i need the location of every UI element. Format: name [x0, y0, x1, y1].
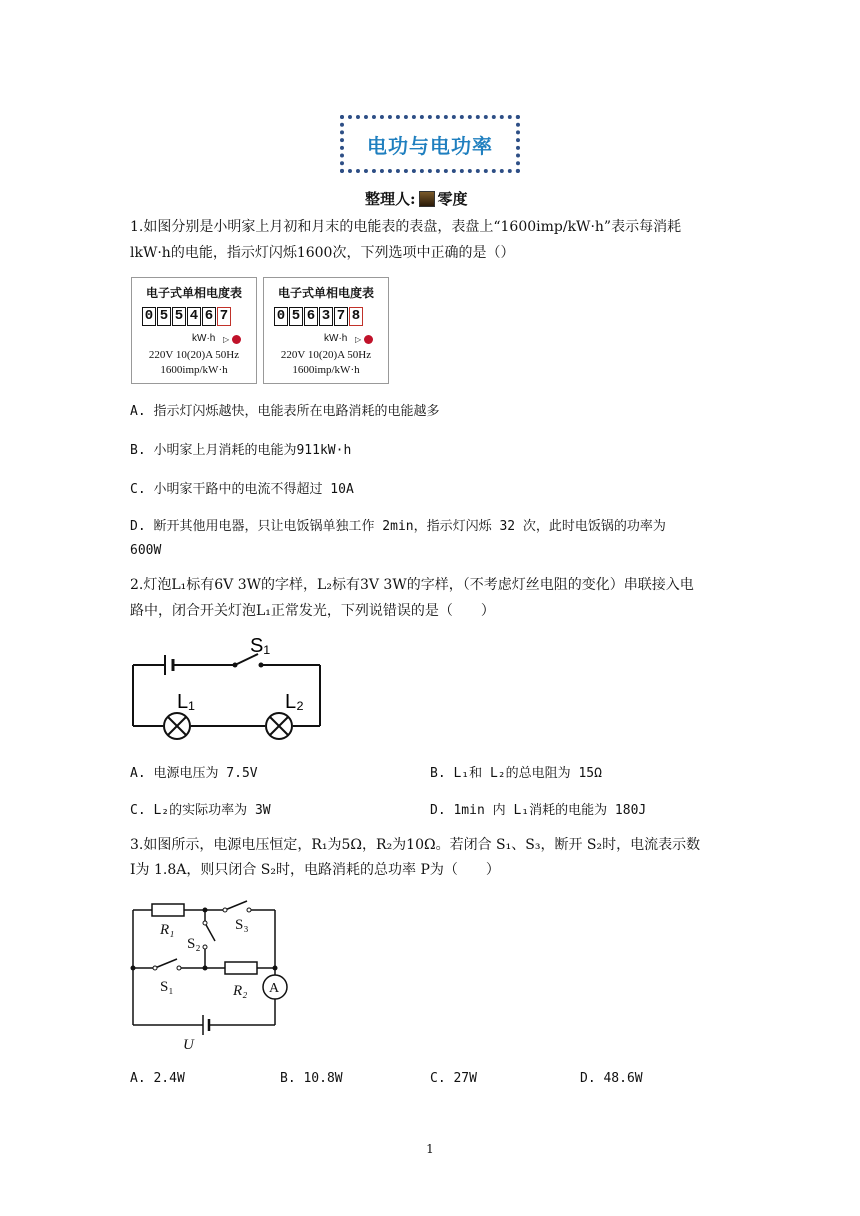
s2-label: S₂ — [187, 936, 201, 952]
indicator-arrow-icon: ▷ — [223, 335, 230, 344]
page-number: 1 — [426, 1142, 434, 1156]
q2-option-a: A. 电源电压为 7.5V — [130, 766, 258, 781]
ammeter-label: A — [269, 981, 280, 996]
q1-stem-line2: lkW·h的电能，指示灯闪烁1600次，下列选项中正确的是（） — [130, 245, 515, 261]
u-label: U — [183, 1037, 194, 1053]
s3-label: S₃ — [235, 917, 249, 933]
q1-option-a: A. 指示灯闪烁越快，电能表所在电路消耗的电能越多 — [130, 404, 440, 419]
q1-option-b: B. 小明家上月消耗的电能为911kW·h — [130, 443, 352, 458]
q2-circuit-diagram — [125, 630, 335, 745]
meter-title: 电子式单相电度表 — [145, 286, 242, 300]
switch-label: S₁ — [250, 635, 271, 657]
meter-digit: 0 — [274, 307, 288, 326]
lamp-label: L₁ — [177, 691, 195, 713]
q1-option-d-line2: 600W — [130, 543, 162, 558]
meter-unit: kW·h — [192, 333, 216, 344]
indicator-arrow-icon: ▷ — [355, 335, 362, 344]
meter-digit-decimal: 8 — [349, 307, 363, 326]
organizer-line — [365, 188, 468, 209]
meter-digit: 5 — [172, 307, 186, 326]
q3-option-a: A. 2.4W — [130, 1071, 185, 1086]
meter-digit: 3 — [319, 307, 333, 326]
meter-digits — [142, 307, 232, 326]
r1-label: R₁ — [160, 922, 175, 938]
indicator-lamp-icon — [232, 335, 241, 344]
meter-start — [131, 277, 257, 384]
organizer-logo-icon — [419, 191, 435, 207]
meter-digits — [274, 307, 364, 326]
meter-spec-rating: 220V 10(20)A 50Hz — [148, 349, 240, 361]
q1-option-d-line1: D. 断开其他用电器，只让电饭锅单独工作 2min，指示灯闪烁 32 次，此时电饭锅的功率为 — [130, 519, 666, 534]
q3-option-c: C. 27W — [430, 1071, 477, 1086]
meter-digit: 5 — [289, 307, 303, 326]
q2-stem-line1: 2.灯泡L₁标有6V 3W的字样，L₂标有3V 3W的字样，（不考虑灯丝电阻的变化）串联接入电 — [130, 577, 694, 593]
q2-stem-line2: 路中，闭合开关灯泡L₁正常发光，下列说错误的是（ ） — [130, 603, 495, 619]
q1-stem-line1: 1.如图分别是小明家上月初和月末的电能表的表盘，表盘上“1600imp/kW·h”表示每消耗 — [130, 219, 682, 235]
q1-option-c: C. 小明家干路中的电流不得超过 10A — [130, 482, 354, 497]
organizer-prefix: 整理人: — [365, 190, 416, 208]
document-title: 电功与电功率 — [340, 115, 520, 173]
q2-option-b: B. L₁和 L₂的总电阻为 15Ω — [430, 766, 602, 781]
lamp-label: L₂ — [285, 691, 304, 713]
meter-spec-constant: 1600imp/kW·h — [292, 364, 360, 376]
meter-digit: 5 — [157, 307, 171, 326]
q3-stem-line1: 3.如图所示，电源电压恒定，R₁为5Ω，R₂为10Ω。若闭合 S₁、S₃，断开 S₂时，电流表示数 — [130, 837, 701, 853]
organizer-name: 零度 — [437, 190, 468, 208]
indicator-lamp-icon — [364, 335, 373, 344]
q3-circuit-diagram — [125, 895, 300, 1055]
q2-option-d: D. 1min 内 L₁消耗的电能为 180J — [430, 803, 647, 818]
meter-digit: 6 — [202, 307, 216, 326]
meter-digit: 4 — [187, 307, 201, 326]
meter-spec-constant: 1600imp/kW·h — [160, 364, 228, 376]
meter-spec-rating: 220V 10(20)A 50Hz — [280, 349, 372, 361]
s1-label: S₁ — [160, 979, 174, 995]
q2-option-c: C. L₂的实际功率为 3W — [130, 803, 271, 818]
q3-option-b: B. 10.8W — [280, 1071, 343, 1086]
meter-end — [263, 277, 389, 384]
meter-digit: 0 — [142, 307, 156, 326]
meter-digit: 7 — [334, 307, 348, 326]
r2-label: R₂ — [233, 983, 248, 999]
q3-option-d: D. 48.6W — [580, 1071, 643, 1086]
meter-unit: kW·h — [324, 333, 348, 344]
meter-digit: 6 — [304, 307, 318, 326]
meter-digit-decimal: 7 — [217, 307, 231, 326]
meter-title: 电子式单相电度表 — [277, 286, 374, 300]
q3-stem-line2: I为 1.8A，则只闭合 S₂时，电路消耗的总功率 P为（ ） — [130, 862, 500, 878]
